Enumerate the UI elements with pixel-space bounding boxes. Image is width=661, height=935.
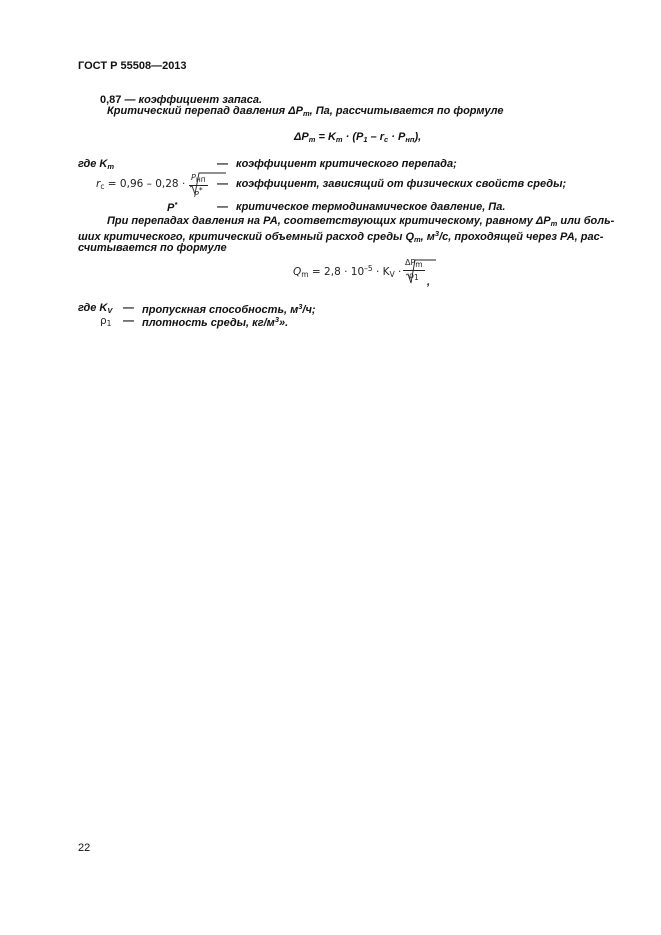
rho-char: ρ <box>100 315 107 327</box>
f2-q: Q <box>293 266 302 278</box>
rho-symbol <box>100 315 111 328</box>
f2-den-sub: 1 <box>413 273 419 282</box>
f1-k-sub: m <box>335 135 343 144</box>
rc-den-sup: * <box>198 186 203 195</box>
para2-b: , м <box>420 231 435 243</box>
para1-text: При перепадах давления на РА, соответствующих критическому, равному <box>107 215 536 227</box>
para2-a: ших критического, критический объемный расход среды Q <box>78 231 414 243</box>
rho-desc-b: ». <box>278 317 289 329</box>
where-km-sub: m <box>107 162 115 171</box>
f1-dot: · P <box>388 131 406 143</box>
rc-fraction <box>189 173 208 200</box>
rc-num-sub: нп <box>195 175 206 184</box>
where-kv-text: где K <box>78 302 108 314</box>
f2-exp: –5 <box>364 264 373 273</box>
f1-eq: = K <box>315 131 336 143</box>
dash: — <box>123 302 134 314</box>
f1-minus: – r <box>367 131 385 143</box>
rc-den: P <box>194 190 199 199</box>
para2-sup: 3 <box>434 229 440 238</box>
f2-rhs: = 2,8 · 10 <box>308 266 365 278</box>
rc-r-sub: c <box>100 182 105 191</box>
f2-kv: · K <box>372 266 390 278</box>
where-kv-sub: V <box>107 306 113 315</box>
reserve-value: 0,87 <box>100 94 122 106</box>
rho-sup: 3 <box>274 315 279 324</box>
pstar-p: P <box>167 202 175 214</box>
f2-num-sub: m <box>415 260 423 269</box>
formula-delta-pm <box>294 131 421 144</box>
rho-desc <box>142 315 288 329</box>
f1-end: ), <box>414 131 422 143</box>
rc-rhs: = 0,96 – 0,28 · <box>104 178 186 190</box>
pstar-symbol <box>167 200 177 214</box>
para1-dp: ΔP <box>535 215 551 227</box>
where-km <box>78 158 114 171</box>
f2-num: ΔP <box>405 258 416 267</box>
f1-pnp-sub: нп <box>405 135 415 144</box>
f2-q-sub: m <box>301 270 309 279</box>
where-kv <box>78 302 112 315</box>
para-line-1 <box>107 215 614 228</box>
rho-sub: 1 <box>106 319 112 328</box>
rho-desc-a: плотность среды, кг/м <box>142 317 275 329</box>
crit-drop-line <box>107 105 503 118</box>
dash: — <box>124 94 136 106</box>
para2-c: /с, проходящей через РА, рас- <box>439 231 604 243</box>
crit-drop-text-b: , Па, рассчитывается по формуле <box>309 105 504 117</box>
kv-desc-b: /ч; <box>302 304 316 316</box>
f2-comma: , <box>427 276 431 288</box>
rc-desc: коэффициент, зависящий от физических свойств среды; <box>236 178 567 190</box>
pstar-sup: * <box>174 200 178 209</box>
dash: — <box>123 315 134 327</box>
kv-sup: 3 <box>298 302 303 311</box>
kv-desc-a: пропускная способность, м <box>142 304 299 316</box>
f2-dot: · <box>394 266 402 278</box>
f1-mid: · (P <box>342 131 364 143</box>
f1-lhs: ΔP <box>294 131 309 143</box>
page-number: 22 <box>78 842 91 854</box>
f1-p1-sub: 1 <box>363 135 368 144</box>
dash: — <box>217 158 228 170</box>
f1-rc-sub: c <box>384 135 389 144</box>
para2-sub: m <box>414 235 421 244</box>
crit-drop-text-a: Критический перепад давления <box>107 105 289 117</box>
f2-fraction <box>403 258 425 283</box>
rc-num: P <box>191 173 196 182</box>
dp-sub: m <box>302 109 310 118</box>
document-header: ГОСТ Р 55508—2013 <box>78 60 187 72</box>
dash: — <box>217 178 228 190</box>
para1-end: или боль- <box>557 215 615 227</box>
f2-den: ρ <box>408 271 414 280</box>
kv-desc <box>142 302 316 316</box>
f2-kv-sub: V <box>389 270 395 279</box>
rc-r: r <box>96 178 101 190</box>
para1-dp-sub: m <box>550 219 558 228</box>
km-desc: коэффициент критического перепада; <box>236 158 457 170</box>
where-km-text: где K <box>78 158 108 170</box>
para-line-3: считывается по формуле <box>78 242 227 254</box>
f1-lhs-sub: m <box>308 135 316 144</box>
dash: — <box>217 201 228 213</box>
reserve-desc: коэффициент запаса. <box>138 94 263 106</box>
pstar-desc: критическое термодинамическое давление, Па. <box>236 201 506 213</box>
dp-symbol: ΔP <box>288 105 303 117</box>
